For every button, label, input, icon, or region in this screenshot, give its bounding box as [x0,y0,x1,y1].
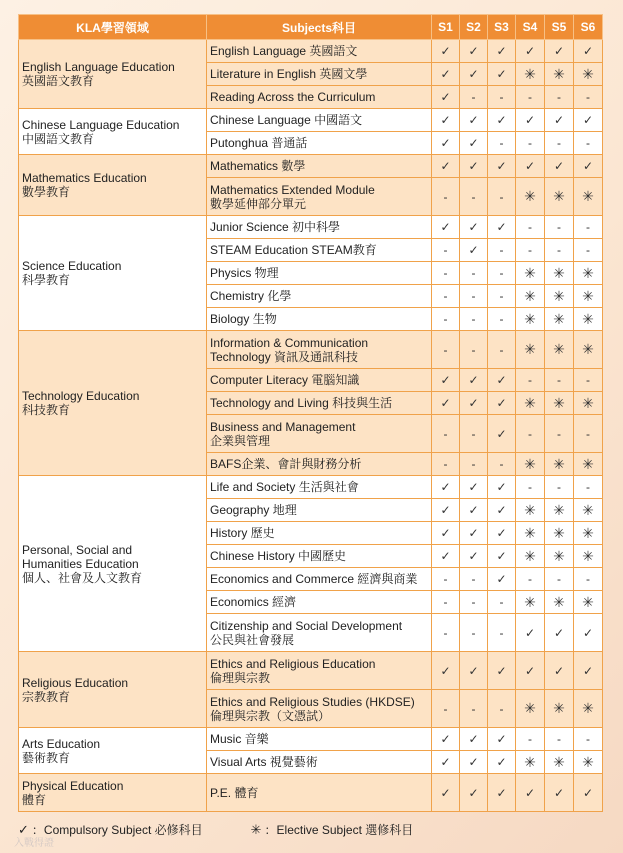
check-icon: ✓ [432,216,460,239]
check-icon: ✓ [460,751,488,774]
subject-label: Biology 生物 [210,312,277,326]
check-icon: ✓ [488,728,516,751]
check-icon: ✓ [460,728,488,751]
check-icon: ✓ [574,109,603,132]
dash-mark: - [488,86,516,109]
check-icon: ✓ [460,109,488,132]
check-icon: ✓ [460,499,488,522]
subject-label: Putonghua 普通話 [210,136,308,150]
asterisk-icon: ✳ [516,545,545,568]
dash-mark: - [516,568,545,591]
check-icon: ✓ [516,774,545,812]
subject-label: English Language 英國語文 [210,44,358,58]
check-icon: ✓ [545,652,574,690]
dash-mark: - [545,132,574,155]
subject-label: History 歷史 [210,526,275,540]
subject-label: Business and Management [210,419,356,434]
dash-mark: - [545,728,574,751]
dash-mark: - [432,568,460,591]
check-icon: ✓ [432,751,460,774]
check-icon: ✓ [432,522,460,545]
kla-label: Science Education [22,259,122,273]
subject-label: Economics 經濟 [210,595,297,609]
legend [18,821,413,838]
asterisk-icon: ✳ [516,751,545,774]
kla-label: Arts Education [22,736,101,751]
dash-mark: - [432,690,460,728]
kla-cell [19,476,207,652]
check-icon: ✓ [432,652,460,690]
dash-mark: - [545,216,574,239]
check-icon: ✓ [432,499,460,522]
asterisk-icon: ✳ [574,392,603,415]
dash-mark: - [574,216,603,239]
dash-mark: - [460,591,488,614]
check-icon: ✓ [460,369,488,392]
dash-mark: - [545,86,574,109]
subject-label: Physics 物理 [210,266,279,280]
asterisk-icon: ✳ [545,63,574,86]
asterisk-icon: ✳ [574,690,603,728]
subject-label: Computer Literacy 電腦知識 [210,373,360,387]
asterisk-icon: ✳ [516,63,545,86]
asterisk-icon: ✳ [250,822,262,837]
kla-cell [19,652,207,728]
asterisk-icon: ✳ [516,690,545,728]
asterisk-icon: ✳ [545,262,574,285]
asterisk-icon: ✳ [516,522,545,545]
table-row [19,728,603,751]
asterisk-icon: ✳ [574,178,603,216]
subject-cell [207,690,432,728]
dash-mark: - [488,308,516,331]
dash-mark: - [516,216,545,239]
kla-label: Chinese Language Education [22,117,180,132]
asterisk-icon: ✳ [545,591,574,614]
subject-label: Citizenship and Social Development [210,618,403,633]
check-icon: ✓ [488,369,516,392]
dash-mark: - [574,239,603,262]
check-icon: ✓ [432,774,460,812]
subject-label: Mathematics 數學 [210,159,306,173]
check-icon: ✓ [460,545,488,568]
check-icon: ✓ [460,155,488,178]
dash-mark: - [460,308,488,331]
subject-label: Information & Communication [210,335,369,350]
kla-label: Technology Education [22,389,140,403]
check-icon: ✓ [488,774,516,812]
subject-cell [207,40,432,63]
dash-mark: - [574,476,603,499]
asterisk-icon: ✳ [574,308,603,331]
subject-cell [207,774,432,812]
check-icon: ✓ [460,40,488,63]
asterisk-icon: ✳ [574,751,603,774]
watermark: 入戰得證 [14,838,54,849]
check-icon: ✓ [460,132,488,155]
check-icon: ✓ [488,63,516,86]
check-icon: ✓ [545,774,574,812]
check-icon: ✓ [432,109,460,132]
kla-label: Mathematics Education [22,171,147,185]
check-icon: ✓ [432,40,460,63]
asterisk-icon: ✳ [574,545,603,568]
dash-mark: - [545,476,574,499]
dash-mark: - [488,285,516,308]
check-icon: ✓ [516,614,545,652]
table-header-row [19,15,603,40]
subject-label: Reading Across the Curriculum [210,90,376,104]
subject-label: Literature in English 英國文學 [210,67,368,81]
subject-label: Economics and Commerce 經濟與商業 [210,572,418,586]
check-icon: ✓ [488,545,516,568]
check-icon: ✓ [432,728,460,751]
dash-mark: - [432,415,460,453]
dash-mark: - [460,86,488,109]
asterisk-icon: ✳ [516,331,545,369]
subject-label: Geography 地理 [210,503,297,517]
dash-mark: - [488,591,516,614]
subject-cell [207,614,432,652]
subject-cell [207,751,432,774]
header-level: S6 [574,15,603,40]
check-icon: ✓ [18,822,29,837]
subject-cell [207,568,432,591]
kla-label: 數學教育 [22,185,71,199]
check-icon: ✓ [432,132,460,155]
subject-cell [207,392,432,415]
subject-label: BAFS企業、會計與財務分析 [210,457,362,471]
asterisk-icon: ✳ [545,453,574,476]
check-icon: ✓ [460,652,488,690]
subject-label: 公民與社會發展 [210,632,295,647]
dash-mark: - [516,415,545,453]
check-icon: ✓ [488,109,516,132]
header-level: S4 [516,15,545,40]
asterisk-icon: ✳ [574,522,603,545]
dash-mark: - [488,239,516,262]
curriculum-table-container [18,14,602,812]
check-icon: ✓ [574,155,603,178]
check-icon: ✓ [488,568,516,591]
dash-mark: - [516,132,545,155]
check-icon: ✓ [488,476,516,499]
asterisk-icon: ✳ [574,453,603,476]
subject-cell [207,178,432,216]
table-body [19,40,603,812]
subject-cell [207,285,432,308]
dash-mark: - [574,86,603,109]
check-icon: ✓ [432,155,460,178]
subject-label: STEAM Education STEAM教育 [210,243,377,257]
kla-cell [19,331,207,476]
dash-mark: - [488,262,516,285]
asterisk-icon: ✳ [545,522,574,545]
kla-cell [19,216,207,331]
subject-cell [207,476,432,499]
asterisk-icon: ✳ [574,262,603,285]
kla-label: 科學教育 [22,273,71,287]
subject-label: Technology and Living 科技與生活 [210,396,393,410]
asterisk-icon: ✳ [574,285,603,308]
curriculum-table [18,14,603,812]
legend-elective [251,821,414,838]
dash-mark: - [432,239,460,262]
subject-cell [207,499,432,522]
subject-cell [207,308,432,331]
check-icon: ✓ [460,216,488,239]
dash-mark: - [516,369,545,392]
dash-mark: - [460,453,488,476]
check-icon: ✓ [516,40,545,63]
check-icon: ✓ [432,545,460,568]
asterisk-icon: ✳ [516,453,545,476]
dash-mark: - [432,331,460,369]
asterisk-icon: ✳ [516,262,545,285]
kla-label: Physical Education [22,778,124,793]
subject-label: Music 音樂 [210,732,269,746]
kla-label: 個人、社會及人文教育 [22,570,143,585]
subject-cell [207,109,432,132]
subject-label: Chinese History 中國歷史 [210,549,347,563]
check-icon: ✓ [432,63,460,86]
subject-cell [207,63,432,86]
asterisk-icon: ✳ [545,308,574,331]
check-icon: ✓ [488,155,516,178]
check-icon: ✓ [432,392,460,415]
check-icon: ✓ [545,40,574,63]
table-row [19,774,603,812]
table-row [19,216,603,239]
header-level: S3 [488,15,516,40]
subject-label: Junior Science 初中科學 [210,220,341,234]
subject-label: 企業與管理 [210,433,271,448]
dash-mark: - [432,308,460,331]
dash-mark: - [432,614,460,652]
check-icon: ✓ [488,522,516,545]
dash-mark: - [574,728,603,751]
subject-label: Chemistry 化學 [210,289,292,303]
dash-mark: - [488,132,516,155]
subject-cell [207,453,432,476]
asterisk-icon: ✳ [516,308,545,331]
check-icon: ✓ [432,86,460,109]
header-subjects: Subjects科目 [207,15,432,40]
dash-mark: - [460,614,488,652]
dash-mark: - [432,285,460,308]
subject-label: 倫理與宗教 [210,670,271,685]
subject-cell [207,132,432,155]
kla-cell [19,728,207,774]
kla-label: Humanities Education [22,556,139,571]
table-row [19,155,603,178]
check-icon: ✓ [574,40,603,63]
subject-label: Ethics and Religious Studies (HKDSE) [210,694,415,709]
table-row [19,652,603,690]
asterisk-icon: ✳ [545,690,574,728]
header-kla: KLA學習領域 [19,15,207,40]
dash-mark: - [516,476,545,499]
dash-mark: - [488,331,516,369]
check-icon: ✓ [574,774,603,812]
check-icon: ✓ [516,652,545,690]
check-icon: ✓ [488,216,516,239]
legend-elective-text: ：Elective Subject 選修科目 [264,823,414,837]
subject-cell [207,155,432,178]
asterisk-icon: ✳ [545,499,574,522]
asterisk-icon: ✳ [516,178,545,216]
check-icon: ✓ [516,109,545,132]
subject-label: Chinese Language 中國語文 [210,113,363,127]
table-row [19,109,603,132]
check-icon: ✓ [488,652,516,690]
check-icon: ✓ [545,155,574,178]
asterisk-icon: ✳ [574,591,603,614]
dash-mark: - [545,568,574,591]
table-row [19,331,603,369]
dash-mark: - [488,178,516,216]
subject-cell [207,415,432,453]
check-icon: ✓ [488,415,516,453]
check-icon: ✓ [488,499,516,522]
asterisk-icon: ✳ [574,63,603,86]
dash-mark: - [574,369,603,392]
dash-mark: - [516,86,545,109]
kla-label: 中國語文教育 [22,131,95,146]
asterisk-icon: ✳ [545,392,574,415]
asterisk-icon: ✳ [516,591,545,614]
dash-mark: - [545,415,574,453]
asterisk-icon: ✳ [545,545,574,568]
check-icon: ✓ [460,239,488,262]
subject-label: Technology 資訊及通訊科技 [210,349,359,364]
check-icon: ✓ [574,614,603,652]
kla-label: 宗教教育 [22,689,71,704]
dash-mark: - [460,690,488,728]
dash-mark: - [488,690,516,728]
kla-label: 科技教育 [22,403,71,417]
check-icon: ✓ [460,63,488,86]
asterisk-icon: ✳ [545,751,574,774]
kla-cell [19,155,207,216]
subject-cell [207,216,432,239]
dash-mark: - [432,591,460,614]
dash-mark: - [545,239,574,262]
dash-mark: - [460,285,488,308]
dash-mark: - [460,568,488,591]
subject-label: Life and Society 生活與社會 [210,480,359,494]
dash-mark: - [460,178,488,216]
dash-mark: - [488,453,516,476]
asterisk-icon: ✳ [574,331,603,369]
check-icon: ✓ [488,40,516,63]
kla-label: 藝術教育 [22,750,71,765]
asterisk-icon: ✳ [516,392,545,415]
subject-cell [207,86,432,109]
check-icon: ✓ [545,614,574,652]
subject-cell [207,652,432,690]
dash-mark: - [460,331,488,369]
kla-label: 英國語文教育 [22,74,95,88]
subject-cell [207,262,432,285]
dash-mark: - [488,614,516,652]
dash-mark: - [460,415,488,453]
check-icon: ✓ [516,155,545,178]
check-icon: ✓ [460,522,488,545]
header-level: S2 [460,15,488,40]
subject-cell [207,522,432,545]
subject-label: 數學延伸部分單元 [210,196,307,211]
kla-cell [19,109,207,155]
subject-label: Ethics and Religious Education [210,656,376,671]
subject-cell [207,728,432,751]
dash-mark: - [516,728,545,751]
kla-cell [19,40,207,109]
header-level: S1 [432,15,460,40]
subject-label: Visual Arts 視覺藝術 [210,755,318,769]
dash-mark: - [574,132,603,155]
dash-mark: - [545,369,574,392]
check-icon: ✓ [488,751,516,774]
legend-compulsory-text: ：Compulsory Subject 必修科目 [31,823,203,837]
subject-label: 倫理與宗教（文憑試） [210,708,331,723]
asterisk-icon: ✳ [545,285,574,308]
check-icon: ✓ [488,392,516,415]
dash-mark: - [574,415,603,453]
check-icon: ✓ [545,109,574,132]
asterisk-icon: ✳ [545,178,574,216]
check-icon: ✓ [432,369,460,392]
kla-cell [19,774,207,812]
asterisk-icon: ✳ [574,499,603,522]
dash-mark: - [432,453,460,476]
table-row [19,40,603,63]
dash-mark: - [432,178,460,216]
subject-cell [207,331,432,369]
asterisk-icon: ✳ [516,499,545,522]
check-icon: ✓ [574,652,603,690]
asterisk-icon: ✳ [516,285,545,308]
check-icon: ✓ [432,476,460,499]
dash-mark: - [432,262,460,285]
check-icon: ✓ [460,476,488,499]
subject-label: Mathematics Extended Module [210,182,375,197]
table-row [19,476,603,499]
dash-mark: - [460,262,488,285]
subject-cell [207,545,432,568]
dash-mark: - [574,568,603,591]
check-icon: ✓ [460,392,488,415]
kla-label: Religious Education [22,675,129,690]
kla-label: 體育 [22,792,47,807]
asterisk-icon: ✳ [545,331,574,369]
dash-mark: - [516,239,545,262]
kla-label: Personal, Social and [22,542,133,557]
check-icon: ✓ [460,774,488,812]
kla-label: English Language Education [22,60,175,74]
header-level: S5 [545,15,574,40]
subject-cell [207,239,432,262]
subject-cell [207,369,432,392]
subject-cell [207,591,432,614]
subject-label: P.E. 體育 [210,785,259,800]
